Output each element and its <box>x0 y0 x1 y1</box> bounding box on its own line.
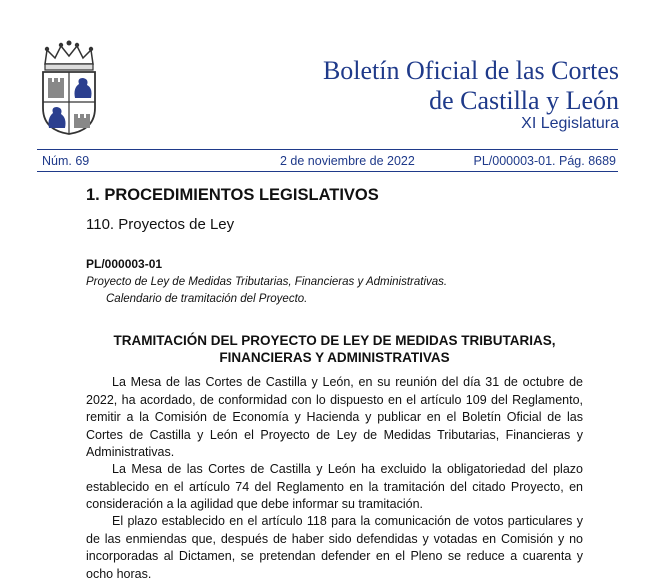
document-description: Proyecto de Ley de Medidas Tributarias, Financieras y Administrativas. <box>86 276 448 288</box>
subsection-title: 110. Proyectos de Ley <box>86 216 235 233</box>
body-paragraph: La Mesa de las Cortes de Castilla y León ha excluido la obligatoriedad del plazo establecido en el artículo 74 del Reglamento en la tramitación del citado Proyecto, en consideración a la agilidad que debe informar su tramitación. <box>86 462 583 511</box>
body-paragraph: La Mesa de las Cortes de Castilla y León, en su reunión del día 31 de octubre de 2022, ha acordado, de conformidad con lo dispuesto en el artículo 109 del Reglamento, remitir a la Comisión de Economía y Hacienda y publicar en el Boletín Oficial de las Cortes de Castilla y León el Proyecto de Ley de Medidas Tributarias, Financieras y Administrativas. <box>86 375 583 459</box>
header-rule-top <box>37 149 618 150</box>
body-paragraph: El plazo establecido en el artículo 118 para la comunicación de votos particulares y de las enmiendas que, después de haber sido defendidas y votadas en Comisión y no incorporadas al Dictamen, se pretendan defender en el Pleno se reduce a cuarenta y ocho horas. <box>86 514 583 581</box>
document-subdescription: Calendario de tramitación del Proyecto. <box>106 293 308 305</box>
cortes-crest-icon <box>37 38 101 138</box>
section-title: 1. PROCEDIMIENTOS LEGISLATIVOS <box>86 186 379 204</box>
bulletin-title-line-1: Boletín Oficial de las Cortes <box>322 56 619 85</box>
document-heading <box>86 332 583 366</box>
bulletin-title-line-2: de Castilla y León <box>429 86 619 115</box>
issue-date: 2 de noviembre de 2022 <box>280 154 415 168</box>
issue-number: Núm. 69 <box>42 154 90 168</box>
header-rule-bottom <box>37 171 618 172</box>
document-heading-line-2: FINANCIERAS Y ADMINISTRATIVAS <box>219 350 450 365</box>
document-code: PL/000003-01 <box>86 257 163 271</box>
document-heading-line-1: TRAMITACIÓN DEL PROYECTO DE LEY DE MEDIDAS TRIBUTARIAS, <box>113 333 556 348</box>
page-reference: PL/000003-01. Pág. 8689 <box>473 154 616 168</box>
legislature-label: XI Legislatura <box>521 115 619 132</box>
